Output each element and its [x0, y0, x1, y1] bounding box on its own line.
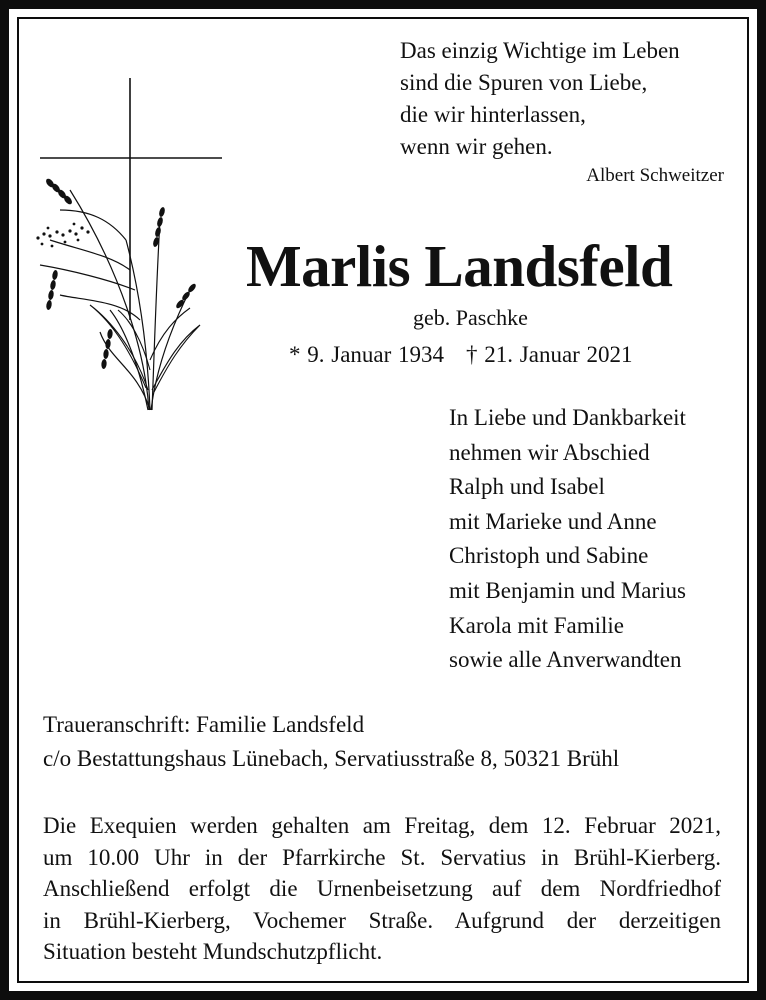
quote-line: wenn wir gehen. — [400, 134, 553, 159]
service-line: Situation besteht Mundschutzpflicht. — [43, 939, 383, 964]
service-line: um 10.00 Uhr in der Pfarrkirche St. Servatius in Brühl-Kierberg. — [43, 844, 721, 870]
service-line: Anschließend erfolgt die Urnenbeisetzung auf dem Nordfriedhof — [43, 876, 721, 901]
quote-block — [400, 35, 680, 163]
service-details — [43, 810, 721, 968]
mourning-address — [43, 708, 619, 776]
quote-line: Das einzig Wichtige im Leben — [400, 38, 680, 63]
deceased-name: Marlis Landsfeld — [246, 233, 673, 299]
address-line-1: Traueranschrift: Familie Landsfeld — [43, 712, 365, 737]
mourner-line: mit Benjamin und Marius — [449, 577, 687, 603]
quote-author: Albert Schweitzer — [586, 165, 724, 186]
cross-with-wheat-icon — [30, 70, 230, 420]
service-line: Die Exequien werden gehalten am Freitag, dem 12. Februar 2021, — [43, 813, 721, 838]
mourner-line: nehmen wir Abschied — [449, 439, 650, 465]
quote-line: die wir hinterlassen, — [400, 102, 586, 127]
maiden-name: geb. Paschke — [413, 305, 528, 330]
mourner-line: mit Marieke und Anne — [449, 508, 657, 534]
quote-line: sind die Spuren von Liebe, — [400, 70, 648, 95]
mourner-line: In Liebe und Dankbarkeit — [449, 405, 686, 430]
birth-date: * 9. Januar 1934 — [289, 342, 445, 367]
address-line-2: c/o Bestattungshaus Lünebach, Servatiusstraße 8, 50321 Brühl — [43, 746, 620, 771]
mourner-line: sowie alle Anverwandten — [449, 647, 682, 673]
death-date: † 21. Januar 2021 — [466, 342, 633, 367]
life-dates — [289, 340, 633, 370]
mourner-line: Karola mit Familie — [449, 612, 625, 638]
service-line: in Brühl-Kierberg, Vochemer Straße. Aufgrund der derzeitigen — [43, 907, 721, 933]
mourner-line: Christoph und Sabine — [449, 543, 649, 569]
mourners-block — [449, 401, 686, 678]
mourner-line: Ralph und Isabel — [449, 474, 605, 500]
